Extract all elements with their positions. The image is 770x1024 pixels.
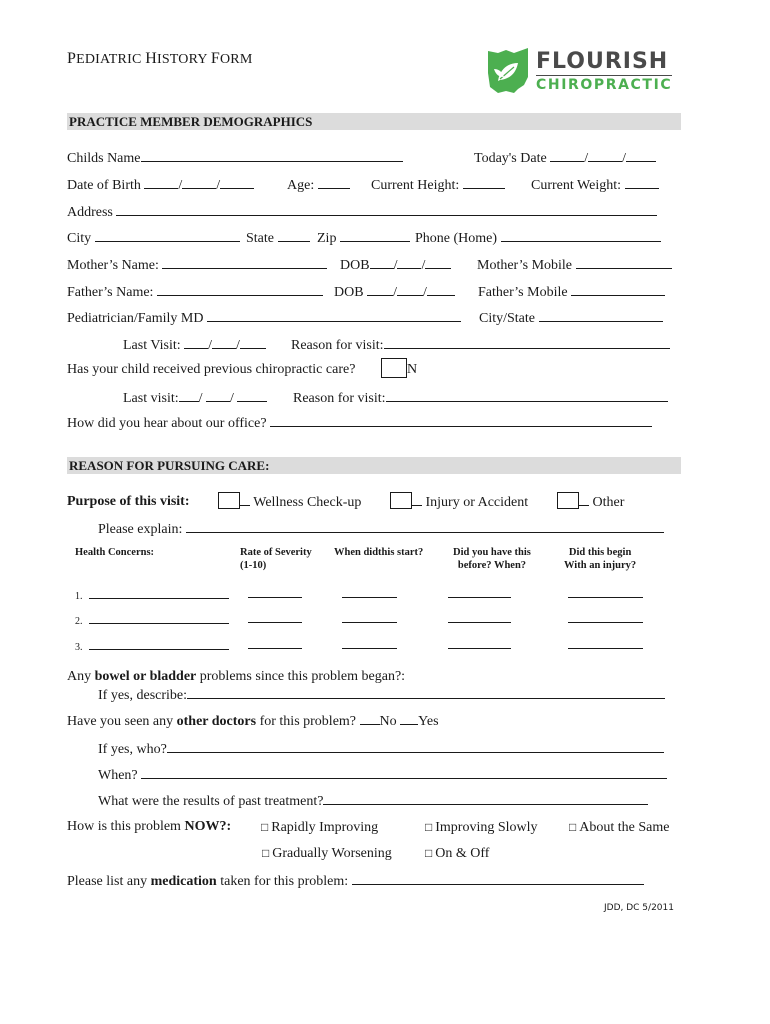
section-heading: REASON FOR PURSUING CARE: <box>69 458 270 473</box>
col-health-concerns: Health Concerns: <box>75 547 155 558</box>
city-field[interactable]: City <box>67 229 240 247</box>
other-doctors-question[interactable]: Have you seen any other doctors for this problem? No Yes <box>67 714 439 729</box>
father-dob-field[interactable]: DOB / / <box>334 283 455 301</box>
todays-date-field[interactable]: Today's Date / / <box>474 149 656 167</box>
gradually-worsening-option[interactable]: □ Gradually Worsening <box>262 846 392 861</box>
table-row[interactable]: 2. <box>75 611 229 629</box>
injury-checkbox[interactable] <box>390 492 412 509</box>
wellness-checkbox[interactable] <box>218 492 240 509</box>
yes-input[interactable] <box>400 712 418 725</box>
severity-input[interactable] <box>248 586 302 598</box>
state-field[interactable]: State <box>246 229 310 247</box>
zip-field[interactable]: Zip <box>317 229 410 247</box>
medication-field[interactable]: Please list any medication taken for this problem: <box>67 872 644 890</box>
injury-input[interactable] <box>568 611 643 623</box>
childs-name-field[interactable]: Childs Name <box>67 149 403 167</box>
rapidly-improving-option[interactable]: □ Rapidly Improving <box>261 820 379 835</box>
col-had-before: Did you have this before? When? <box>453 547 531 571</box>
when-field[interactable]: When? <box>98 766 667 784</box>
wellness-option[interactable]: Wellness Check-up <box>218 492 361 511</box>
please-explain-field[interactable]: Please explain: <box>98 520 664 538</box>
before-input[interactable] <box>448 611 511 623</box>
past-treatment-field[interactable]: What were the results of past treatment? <box>98 792 648 810</box>
no-input[interactable] <box>360 712 380 725</box>
injury-input[interactable] <box>568 637 643 649</box>
checkbox-icon[interactable]: □ <box>261 820 269 834</box>
improving-slowly-option[interactable]: □ Improving Slowly <box>425 820 538 835</box>
footer-code: JDD, DC 5/2011 <box>604 903 674 913</box>
reason-for-visit-field[interactable]: Reason for visit: <box>291 336 670 354</box>
if-yes-describe-field[interactable]: If yes, describe: <box>98 686 665 704</box>
ohio-leaf-icon <box>486 47 530 95</box>
mother-dob-field[interactable]: DOB / / <box>340 256 451 274</box>
injury-input[interactable] <box>568 586 643 598</box>
table-row[interactable]: 3. <box>75 637 229 655</box>
last-visit-field[interactable]: Last Visit: / / <box>123 336 266 354</box>
city-state-field[interactable]: City/State <box>479 309 663 327</box>
weight-field[interactable]: Current Weight: <box>531 176 659 194</box>
hear-about-field[interactable]: How did you hear about our office? <box>67 414 652 432</box>
other-checkbox[interactable] <box>557 492 579 509</box>
checkbox-icon[interactable]: □ <box>262 846 270 860</box>
section-demographics <box>67 113 681 130</box>
problem-now-question: How is this problem NOW?: <box>67 819 232 834</box>
checkbox-icon[interactable]: □ <box>569 820 577 834</box>
previous-chiropractic-field: Has your child received previous chiropractic care? <box>67 362 356 377</box>
logo-wordmark: FLOURISH <box>536 49 669 74</box>
col-when-started: When didthis start? <box>334 547 424 558</box>
mothers-name-field[interactable]: Mother’s Name: <box>67 256 327 274</box>
section-reason <box>67 457 681 474</box>
height-field[interactable]: Current Height: <box>371 176 505 194</box>
previous-chiropractic-n: N <box>407 362 418 377</box>
last-visit-2-field[interactable]: Last visit: / / <box>123 389 267 407</box>
checkbox-icon[interactable]: □ <box>425 820 433 834</box>
on-off-option[interactable]: □ On & Off <box>425 846 490 861</box>
other-option[interactable]: Other <box>557 492 624 511</box>
severity-input[interactable] <box>248 637 302 649</box>
bowel-bladder-question: Any bowel or bladder problems since this problem began?: <box>67 669 406 684</box>
table-row[interactable]: 1. <box>75 586 229 604</box>
phone-home-field[interactable]: Phone (Home) <box>415 229 661 247</box>
fathers-name-field[interactable]: Father’s Name: <box>67 283 323 301</box>
when-input[interactable] <box>342 611 397 623</box>
severity-input[interactable] <box>248 611 302 623</box>
page-title: PEDIATRIC HISTORY FORM <box>67 50 253 67</box>
checkbox-icon[interactable]: □ <box>425 846 433 860</box>
previous-chiropractic-checkbox[interactable] <box>381 358 407 378</box>
address-field[interactable]: Address <box>67 203 657 221</box>
purpose-label: Purpose of this visit: <box>67 494 190 509</box>
col-severity: Rate of Severity (1-10) <box>240 547 312 571</box>
pediatrician-field[interactable]: Pediatrician/Family MD <box>67 309 461 327</box>
col-began-with-injury: Did this begin With an injury? <box>564 547 637 571</box>
when-input[interactable] <box>342 586 397 598</box>
about-same-option[interactable]: □ About the Same <box>569 820 670 835</box>
if-yes-who-field[interactable]: If yes, who? <box>98 740 664 758</box>
age-field[interactable]: Age: <box>287 176 350 194</box>
injury-option[interactable]: Injury or Accident <box>390 492 528 511</box>
dob-field[interactable]: Date of Birth / / <box>67 176 254 194</box>
logo <box>486 47 672 97</box>
logo-subtitle: CHIROPRACTIC <box>536 77 673 93</box>
reason-for-visit-2-field[interactable]: Reason for visit: <box>293 389 668 407</box>
fathers-mobile-field[interactable]: Father’s Mobile <box>478 283 665 301</box>
before-input[interactable] <box>448 586 511 598</box>
before-input[interactable] <box>448 637 511 649</box>
mothers-mobile-field[interactable]: Mother’s Mobile <box>477 256 672 274</box>
section-heading: PRACTICE MEMBER DEMOGRAPHICS <box>69 114 313 129</box>
when-input[interactable] <box>342 637 397 649</box>
